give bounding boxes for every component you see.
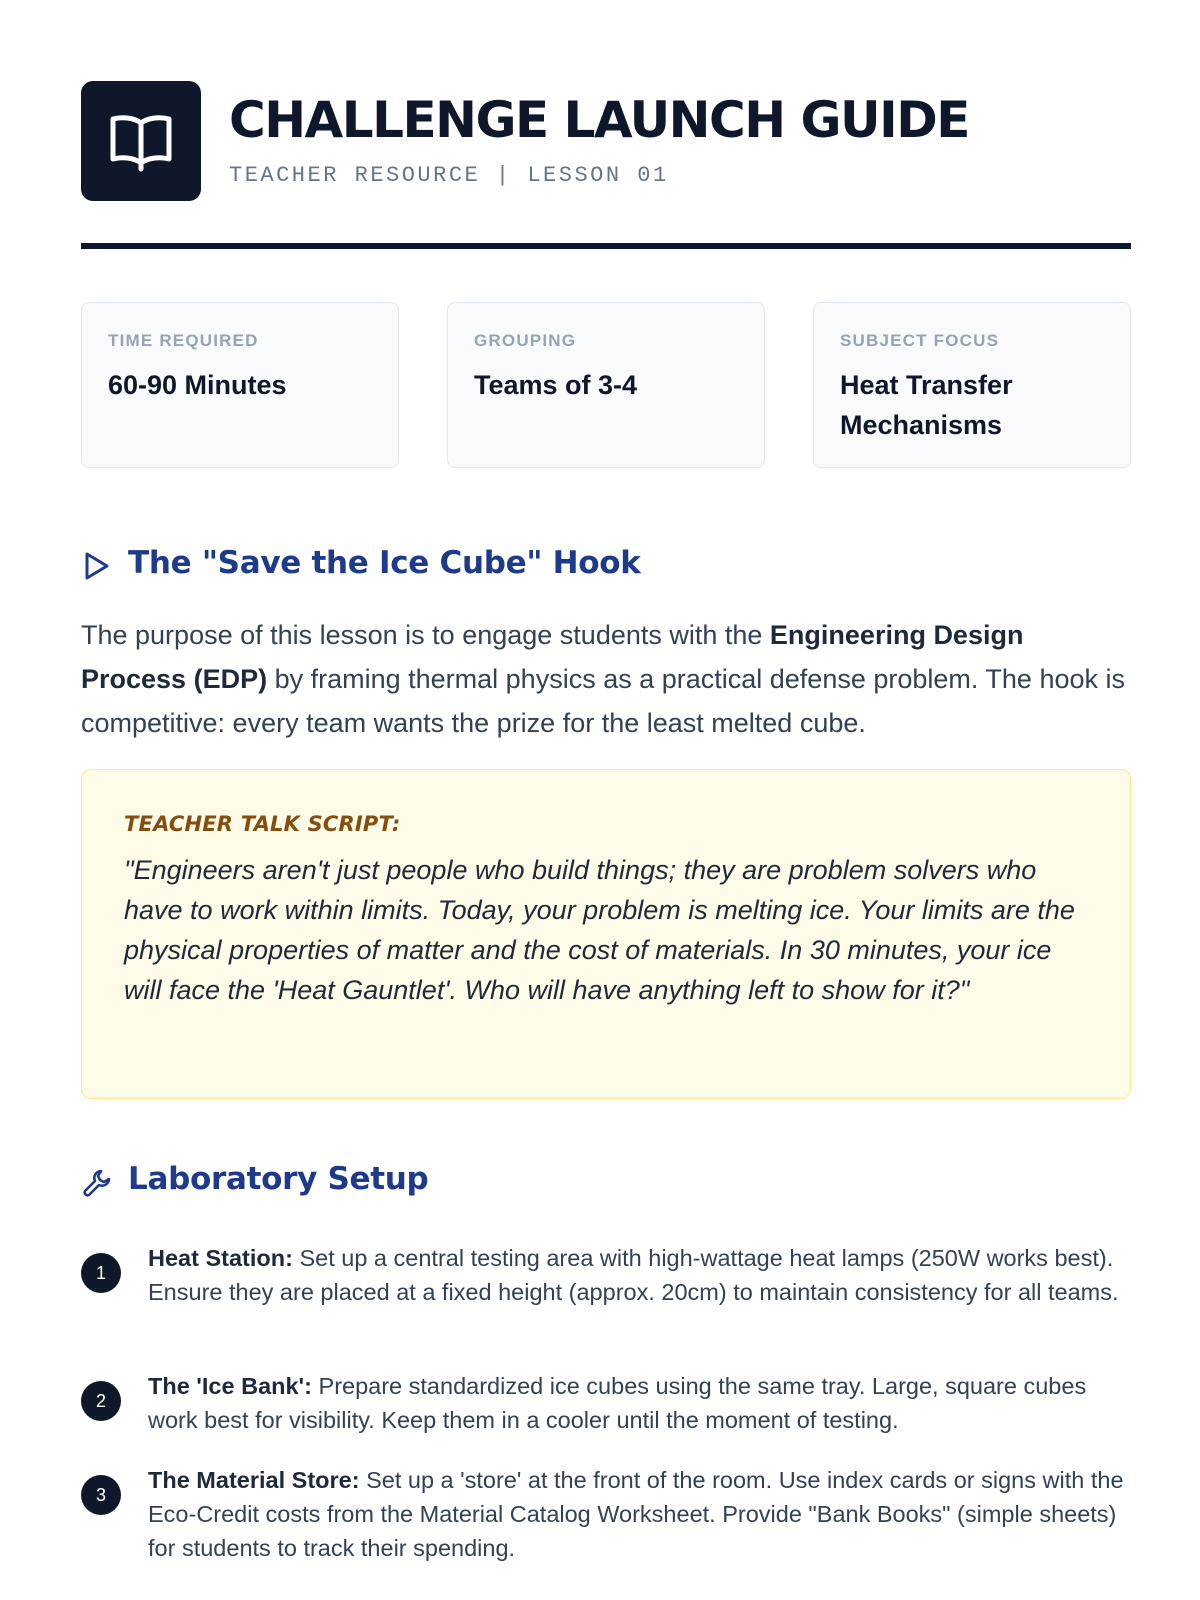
info-card-time [81, 302, 399, 468]
intro-bold: Engineering Design Process (EDP) [81, 620, 1024, 694]
step-title: The 'Ice Bank': [148, 1373, 312, 1399]
step-body: Set up a 'store' at the front of the room. Use index cards or signs with the Eco-Credit costs from the Material Catalog Worksheet. Provide "Bank Books" (simple sheets) for students to track their spending. [148, 1467, 1124, 1561]
page-title: CHALLENGE LAUNCH GUIDE [229, 91, 969, 149]
card-value: Teams of 3-4 [474, 370, 638, 400]
header [81, 81, 1131, 201]
intro-text: by framing thermal physics as a practical defense problem. The hook is competitive: every team wants the prize for the least melted cube. [81, 664, 1125, 738]
open-book-icon [109, 111, 173, 173]
step-number: 1 [81, 1253, 121, 1293]
info-card-grouping [447, 302, 765, 468]
wrench-icon [81, 1167, 113, 1204]
step-title: Heat Station: [148, 1245, 293, 1271]
hook-heading-text: The "Save the Ice Cube" Hook [128, 545, 641, 581]
header-divider [81, 243, 1131, 249]
step-title: The Material Store: [148, 1467, 360, 1493]
setup-heading-text: Laboratory Setup [128, 1161, 429, 1197]
step-text [148, 1241, 1138, 1309]
logo [81, 81, 201, 201]
step-number: 3 [81, 1475, 121, 1515]
script-text: "Engineers aren't just people who build things; they are problem solvers who have to work within limits. Today, your problem is melting ice. Your limits are the physical properties of matter and the cost of materials. In 30 minutes, your ice will face the 'Heat Gauntlet'. Who will have anything left to show for it?" [124, 855, 1075, 1005]
card-value: Heat Transfer Mechanisms [840, 370, 1013, 440]
script-label: TEACHER TALK SCRIPT: [124, 812, 401, 836]
card-label: SUBJECT FOCUS [840, 331, 1000, 350]
step-body: Prepare standardized ice cubes using the same tray. Large, square cubes work best for visibility. Keep them in a cooler until the moment of testing. [148, 1373, 1087, 1433]
teacher-script-box [81, 769, 1131, 1099]
step-text [148, 1463, 1138, 1565]
step-number: 2 [81, 1381, 121, 1421]
step-body: Set up a central testing area with high-wattage heat lamps (250W works best). Ensure they are placed at a fixed height (approx. 20cm) to maintain consistency for all teams. [148, 1245, 1119, 1305]
play-icon [81, 551, 111, 586]
card-label: TIME REQUIRED [108, 331, 259, 350]
info-card-subject [813, 302, 1131, 468]
hook-intro [81, 613, 1131, 745]
step-text [148, 1369, 1138, 1437]
intro-text: The purpose of this lesson is to engage students with the [81, 620, 770, 650]
card-label: GROUPING [474, 331, 577, 350]
page-subtitle: TEACHER RESOURCE | LESSON 01 [229, 163, 669, 188]
card-value: 60-90 Minutes [108, 370, 287, 400]
